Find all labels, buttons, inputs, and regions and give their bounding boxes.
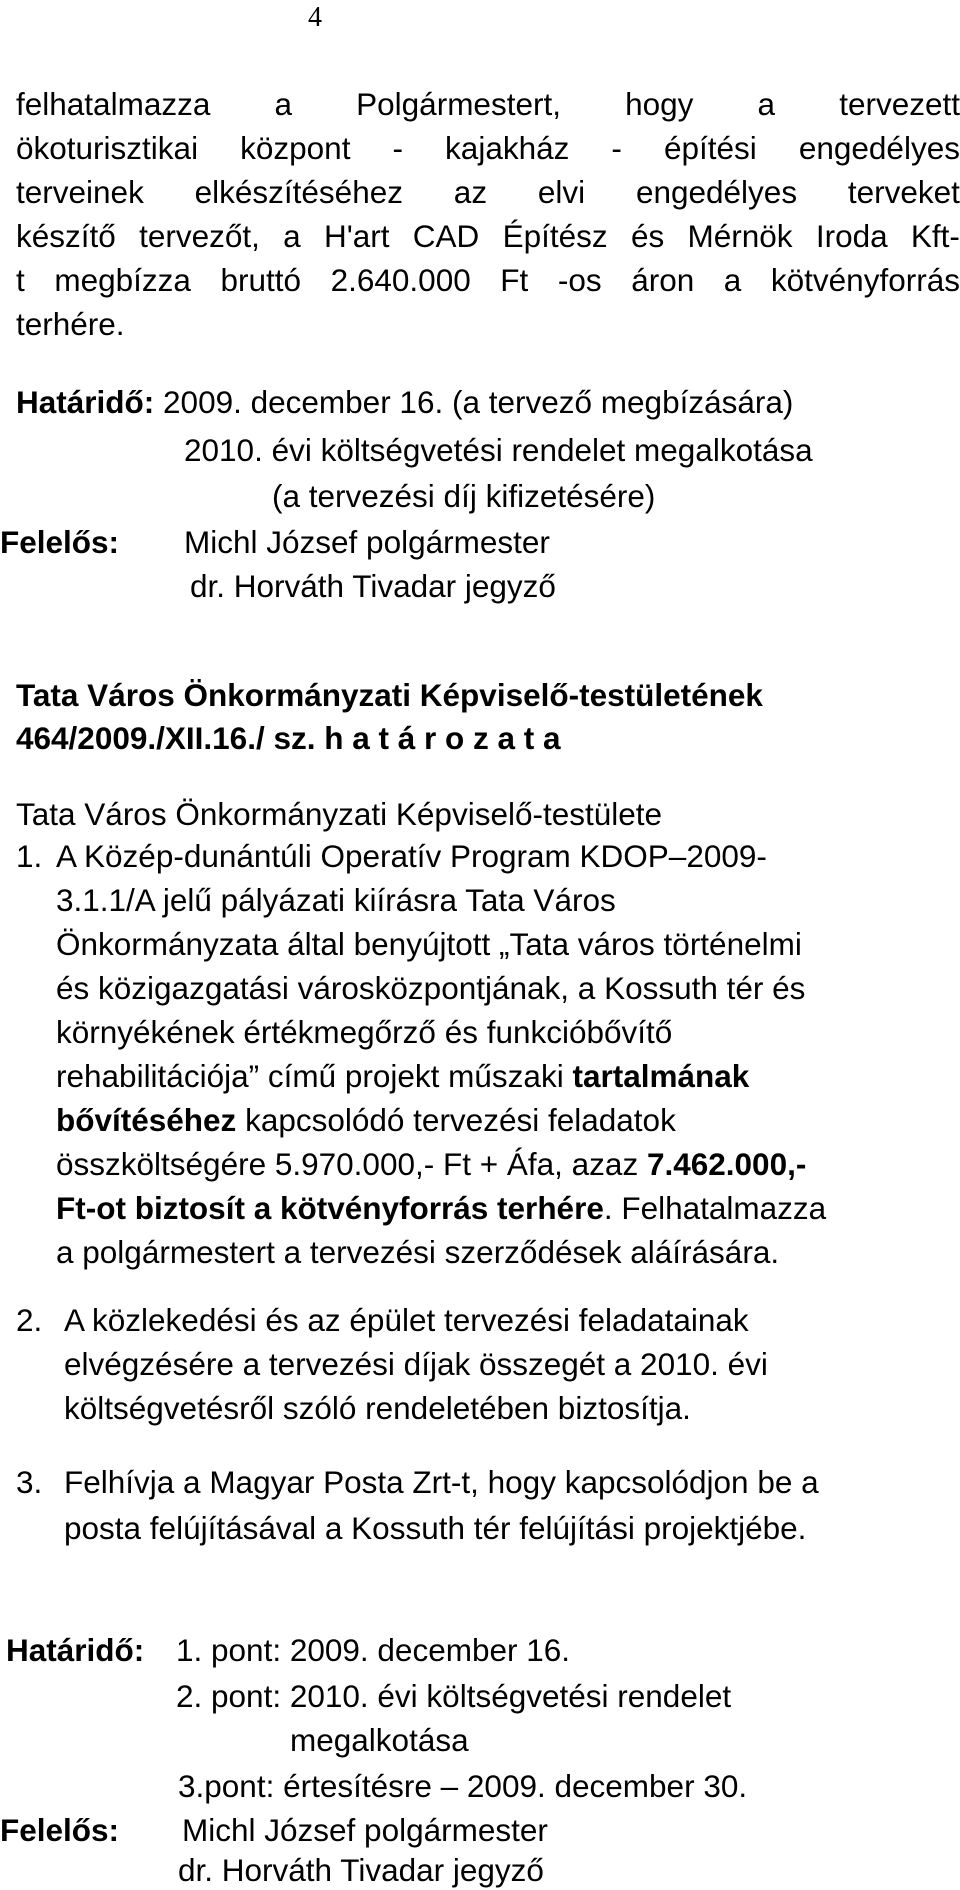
point-text: posta felújításával a Kossuth tér felújítási projektjébe. <box>64 1510 807 1546</box>
intro-word: Iroda <box>815 218 888 254</box>
intro-word: és <box>630 218 665 254</box>
intro-word: terveket <box>847 174 960 210</box>
intro-word: a <box>723 262 742 298</box>
intro-word: központ <box>240 130 351 166</box>
point-text: A közlekedési és az épület tervezési feladatainak <box>64 1302 749 1338</box>
intro-word: megbízza <box>54 262 191 298</box>
intro-word: elkészítéséhez <box>194 174 403 210</box>
intro-word: bruttó <box>220 262 302 298</box>
resolution-intro: Tata Város Önkormányzati Képviselő-testülete <box>16 796 663 832</box>
intro-word: a <box>283 218 301 254</box>
intro-word: Polgármestert, <box>356 86 561 122</box>
intro-word: H'art <box>323 218 390 254</box>
responsible-name: dr. Horváth Tivadar jegyző <box>178 1852 544 1888</box>
intro-line <box>16 216 960 256</box>
intro-word: -os <box>557 262 602 298</box>
intro-word: tervezőt, <box>139 218 260 254</box>
intro-word: Ft <box>500 262 529 298</box>
point-number: 2. <box>16 1302 43 1338</box>
deadline-text: (a tervezési díj kifizetésére) <box>272 478 656 514</box>
resolution-number: 464/2009./XII.16./ sz. <box>16 720 316 756</box>
point-text: környékének értékmegőrző és funkcióbővítő <box>56 1014 673 1050</box>
responsible-name: Michl József polgármester <box>182 1812 548 1848</box>
intro-word: Mérnök <box>687 218 793 254</box>
responsible-name: dr. Horváth Tivadar jegyző <box>190 568 556 604</box>
deadline-text: 3.pont: értesítésre – 2009. december 30. <box>178 1768 748 1804</box>
point-number: 3. <box>16 1464 43 1500</box>
point-text: összköltségére 5.970.000,- Ft + Áfa, azaz 7.462.000,- <box>56 1146 807 1182</box>
intro-word: a <box>274 86 293 122</box>
intro-word: 2.640.000 <box>330 262 471 298</box>
intro-word: tervezett <box>839 86 960 122</box>
intro-word: terveinek <box>16 174 144 210</box>
intro-word: kötvényforrás <box>770 262 960 298</box>
point-text: rehabilitációja” című projekt műszaki tartalmának <box>56 1058 750 1094</box>
deadline-text: megalkotása <box>290 1722 469 1758</box>
point-number: 1. <box>16 838 43 874</box>
deadline-label: Határidő: <box>6 1632 145 1668</box>
intro-word: készítő <box>16 218 116 254</box>
intro-line <box>16 128 960 168</box>
intro-word: - <box>392 130 403 166</box>
point-text: és közigazgatási városközpontjának, a Kossuth tér és <box>56 970 806 1006</box>
intro-word: felhatalmazza <box>16 86 211 122</box>
point-text: elvégzésére a tervezési díjak összegét a 2010. évi <box>64 1346 768 1382</box>
intro-word: elvi <box>537 174 586 210</box>
intro-word: engedélyes <box>635 174 798 210</box>
deadline-text: 2. pont: 2010. évi költségvetési rendelet <box>176 1678 732 1714</box>
intro-word: kajakház <box>445 130 570 166</box>
intro-word: engedélyes <box>798 130 960 166</box>
resolution-word: h a t á r o z a t a <box>324 720 561 756</box>
deadline-text: 2009. december 16. (a tervező megbízására) <box>163 384 794 420</box>
intro-word: CAD <box>412 218 480 254</box>
intro-line <box>16 260 960 300</box>
intro-word: terhére. <box>16 306 125 342</box>
point-text: a polgármestert a tervezési szerződések aláírására. <box>56 1234 780 1270</box>
intro-word: az <box>453 174 488 210</box>
intro-word: t <box>16 262 25 298</box>
intro-word: építési <box>663 130 757 166</box>
resolution-title: Tata Város Önkormányzati Képviselő-testületének <box>16 677 763 713</box>
responsible-name: Michl József polgármester <box>184 524 550 560</box>
intro-word: hogy <box>625 86 694 122</box>
point-text: bővítéséhez kapcsolódó tervezési feladatok <box>56 1102 676 1138</box>
intro-line <box>16 304 125 344</box>
point-text: költségvetésről szóló rendeletében biztosítja. <box>64 1390 691 1426</box>
point-text: A Közép-dunántúli Operatív Program KDOP–2009- <box>56 838 767 874</box>
intro-word: áron <box>631 262 695 298</box>
intro-word: Építész <box>502 218 608 254</box>
intro-line <box>16 84 960 124</box>
point-text: Felhívja a Magyar Posta Zrt-t, hogy kapcsolódjon be a <box>64 1464 819 1500</box>
intro-line <box>16 172 960 212</box>
deadline-text: 1. pont: 2009. december 16. <box>176 1632 571 1668</box>
intro-word: - <box>611 130 622 166</box>
intro-word: a <box>757 86 776 122</box>
deadline-text: 2010. évi költségvetési rendelet megalkotása <box>184 432 813 468</box>
point-text: Önkormányzata által benyújtott „Tata város történelmi <box>56 926 802 962</box>
deadline-label: Határidő: <box>16 384 155 420</box>
intro-word: ökoturisztikai <box>16 130 199 166</box>
responsible-label: Felelős: <box>0 1812 120 1848</box>
page-number: 4 <box>308 2 322 33</box>
intro-word: Kft- <box>910 218 960 254</box>
responsible-label: Felelős: <box>0 524 120 560</box>
point-text: 3.1.1/A jelű pályázati kiírásra Tata Város <box>56 882 616 918</box>
point-text: Ft-ot biztosít a kötvényforrás terhére. Felhatalmazza <box>56 1190 827 1226</box>
